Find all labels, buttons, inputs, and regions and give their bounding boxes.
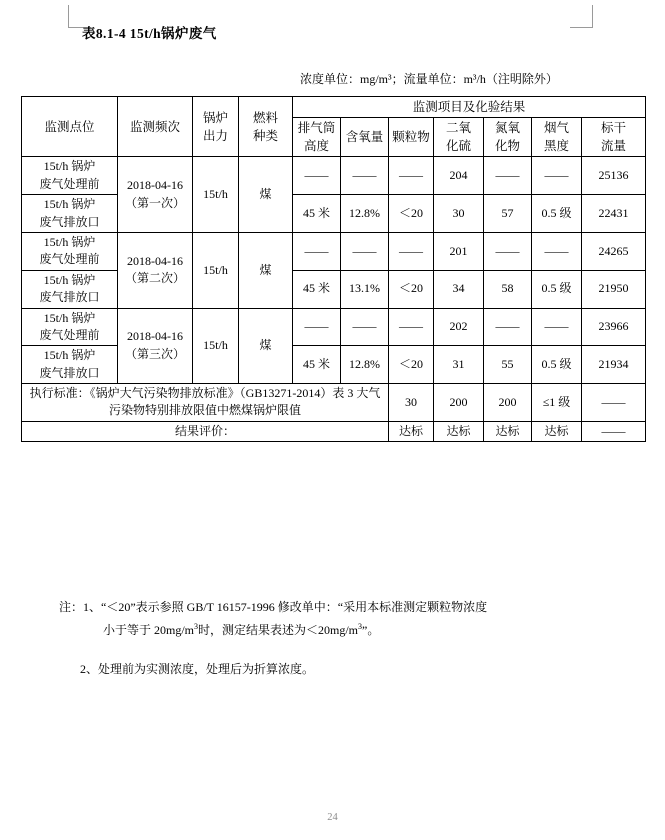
cell-site-after: [22, 270, 118, 308]
cell-stack-height: ——: [293, 157, 341, 195]
cell-evaluation-label: 结果评价：: [22, 421, 389, 441]
cell-site-after: [22, 195, 118, 233]
cell-smoke-blackness: 0.5 级: [532, 346, 582, 384]
units-note-text: 浓度单位：mg/m³；流量单位：m³/h（注明除外）: [300, 72, 558, 86]
cell-standard-flow: 21950: [582, 270, 646, 308]
cell-so2: 31: [434, 346, 484, 384]
table-row: [22, 195, 646, 233]
footnote-1-line2: [45, 619, 635, 642]
site-after-line2: 废气排放口: [39, 365, 100, 380]
header-nox-line1: 氮氧: [494, 121, 520, 136]
header-so2-line1: 二氧: [445, 121, 471, 136]
header-frequency: 监测频次: [118, 97, 193, 157]
header-so2-line2: 化硫: [445, 139, 471, 154]
footnote-1-line1: 注：1、“＜20”表示参照 GB/T 16157-1996 修改单中：“采用本标准测定颗粒物浓度: [59, 600, 488, 614]
site-before-line1: 15t/h 锅炉: [43, 234, 96, 249]
header-stack-height: [293, 118, 341, 157]
table-footnotes: [45, 596, 635, 680]
header-stack-height-line1: 排气筒: [297, 121, 336, 136]
cell-site-after: [22, 346, 118, 384]
footnote-2: 2、处理前为实测浓度，处理后为折算浓度。: [80, 661, 315, 676]
frequency-line1: 2018-04-16: [127, 253, 183, 268]
header-fuel-type-line2: 种类: [252, 128, 278, 143]
frequency-line1: 2018-04-16: [127, 329, 183, 344]
cell-stack-height: ——: [293, 232, 341, 270]
cell-oxygen: ——: [341, 308, 389, 346]
cell-particulate: ——: [389, 157, 434, 195]
footnote-1-line2-part-c: ”。: [362, 622, 380, 637]
header-site: 监测点位: [22, 97, 118, 157]
cell-standard-so2: 200: [434, 384, 484, 422]
cell-nox: 57: [484, 195, 532, 233]
header-standard-flow: [582, 118, 646, 157]
crop-mark-top-right: [570, 5, 593, 28]
table-row: [22, 346, 646, 384]
cell-smoke-blackness: ——: [532, 308, 582, 346]
site-before-line1: 15t/h 锅炉: [43, 310, 96, 325]
frequency-line2: （第二次）: [124, 271, 185, 286]
cell-fuel-type: 煤: [239, 308, 293, 384]
cell-stack-height: ——: [293, 308, 341, 346]
cell-fuel-type: 煤: [239, 232, 293, 308]
header-particulate: 颗粒物: [389, 118, 434, 157]
cell-nox: ——: [484, 232, 532, 270]
cell-evaluation-nox: 达标: [484, 421, 532, 441]
cell-boiler-output: 15t/h: [193, 232, 239, 308]
footnote-1-sup-2: 3: [358, 621, 363, 631]
cell-site-before: [22, 308, 118, 346]
table-row-standard: [22, 384, 646, 422]
site-after-line1: 15t/h 锅炉: [43, 197, 96, 212]
cell-so2: 202: [434, 308, 484, 346]
site-after-line2: 废气排放口: [39, 214, 100, 229]
site-before-line2: 废气处理前: [39, 176, 100, 191]
footnote-1-line2-part-b: 时，测定结果表述为＜20mg/m: [198, 622, 359, 637]
header-oxygen: 含氧量: [341, 118, 389, 157]
cell-standard-flow: 24265: [582, 232, 646, 270]
cell-site-before: [22, 157, 118, 195]
cell-particulate: ＜20: [389, 346, 434, 384]
cell-oxygen: 13.1%: [341, 270, 389, 308]
cell-oxygen: ——: [341, 232, 389, 270]
cell-evaluation-flow: ——: [582, 421, 646, 441]
table-row: [22, 232, 646, 270]
cell-particulate: ——: [389, 232, 434, 270]
header-smoke-blackness-line1: 烟气: [543, 121, 569, 136]
cell-so2: 201: [434, 232, 484, 270]
cell-standard-flow: 21934: [582, 346, 646, 384]
cell-standard-blackness: ≤1 级: [532, 384, 582, 422]
header-boiler-output: [193, 97, 239, 157]
standard-text-line1: 执行标准：《锅炉大气污染物排放标准》（GB13271-2014）表 3 大气: [29, 386, 381, 401]
cell-smoke-blackness: 0.5 级: [532, 270, 582, 308]
cell-boiler-output: 15t/h: [193, 157, 239, 233]
cell-nox: ——: [484, 157, 532, 195]
cell-evaluation-so2: 达标: [434, 421, 484, 441]
cell-particulate: ＜20: [389, 270, 434, 308]
cell-smoke-blackness: 0.5 级: [532, 195, 582, 233]
cell-nox: 58: [484, 270, 532, 308]
cell-nox: 55: [484, 346, 532, 384]
header-smoke-blackness: [532, 118, 582, 157]
cell-standard-flow: 25136: [582, 157, 646, 195]
cell-oxygen: 12.8%: [341, 195, 389, 233]
frequency-line2: （第一次）: [124, 195, 185, 210]
cell-stack-height: 45 米: [293, 270, 341, 308]
header-boiler-output-line2: 出力: [202, 128, 228, 143]
cell-nox: ——: [484, 308, 532, 346]
site-before-line2: 废气处理前: [39, 327, 100, 342]
cell-smoke-blackness: ——: [532, 232, 582, 270]
cell-frequency: [118, 308, 193, 384]
cell-standard-nox: 200: [484, 384, 532, 422]
table-row-evaluation: [22, 421, 646, 441]
cell-oxygen: ——: [341, 157, 389, 195]
cell-particulate: ＜20: [389, 195, 434, 233]
cell-smoke-blackness: ——: [532, 157, 582, 195]
units-note: [300, 70, 558, 87]
page-number: 24: [327, 812, 338, 823]
table-row: [22, 157, 646, 195]
standard-text-line2: 污染物特别排放限值中燃煤锅炉限值: [108, 403, 301, 418]
table-title: 表8.1-4 15t/h锅炉废气: [82, 26, 217, 41]
site-before-line1: 15t/h 锅炉: [43, 159, 96, 174]
cell-so2: 30: [434, 195, 484, 233]
cell-standard-flow: 23966: [582, 308, 646, 346]
cell-standard-particulate: 30: [389, 384, 434, 422]
table-row: [22, 270, 646, 308]
header-nox: [484, 118, 532, 157]
cell-particulate: ——: [389, 308, 434, 346]
header-nox-line2: 化物: [494, 139, 520, 154]
cell-oxygen: 12.8%: [341, 346, 389, 384]
table-header-row-1: [22, 97, 646, 118]
header-standard-flow-line1: 标干: [601, 121, 627, 136]
header-so2: [434, 118, 484, 157]
frequency-line1: 2018-04-16: [127, 178, 183, 193]
cell-frequency: [118, 232, 193, 308]
cell-standard-text: [22, 384, 389, 422]
cell-standard-flow: ——: [582, 384, 646, 422]
site-after-line1: 15t/h 锅炉: [43, 348, 96, 363]
site-before-line2: 废气处理前: [39, 252, 100, 267]
header-fuel-type-line1: 燃料: [252, 110, 278, 125]
footnote-1-line2-part-a: 小于等于 20mg/m: [103, 622, 195, 637]
header-fuel-type: [239, 97, 293, 157]
header-results-group: 监测项目及化验结果: [293, 97, 646, 118]
frequency-line2: （第三次）: [124, 346, 185, 361]
cell-evaluation-particulate: 达标: [389, 421, 434, 441]
footnote-1-sup-1: 3: [194, 621, 199, 631]
cell-site-before: [22, 232, 118, 270]
monitoring-results-table: [21, 96, 646, 442]
header-standard-flow-line2: 流量: [601, 139, 627, 154]
cell-fuel-type: 煤: [239, 157, 293, 233]
cell-standard-flow: 22431: [582, 195, 646, 233]
cell-stack-height: 45 米: [293, 346, 341, 384]
cell-evaluation-blackness: 达标: [532, 421, 582, 441]
table-row: [22, 308, 646, 346]
header-boiler-output-line1: 锅炉: [202, 110, 228, 125]
cell-so2: 34: [434, 270, 484, 308]
site-after-line2: 废气排放口: [39, 290, 100, 305]
cell-frequency: [118, 157, 193, 233]
cell-so2: 204: [434, 157, 484, 195]
header-smoke-blackness-line2: 黑度: [543, 139, 569, 154]
header-stack-height-line2: 高度: [303, 139, 329, 154]
site-after-line1: 15t/h 锅炉: [43, 272, 96, 287]
cell-stack-height: 45 米: [293, 195, 341, 233]
cell-boiler-output: 15t/h: [193, 308, 239, 384]
